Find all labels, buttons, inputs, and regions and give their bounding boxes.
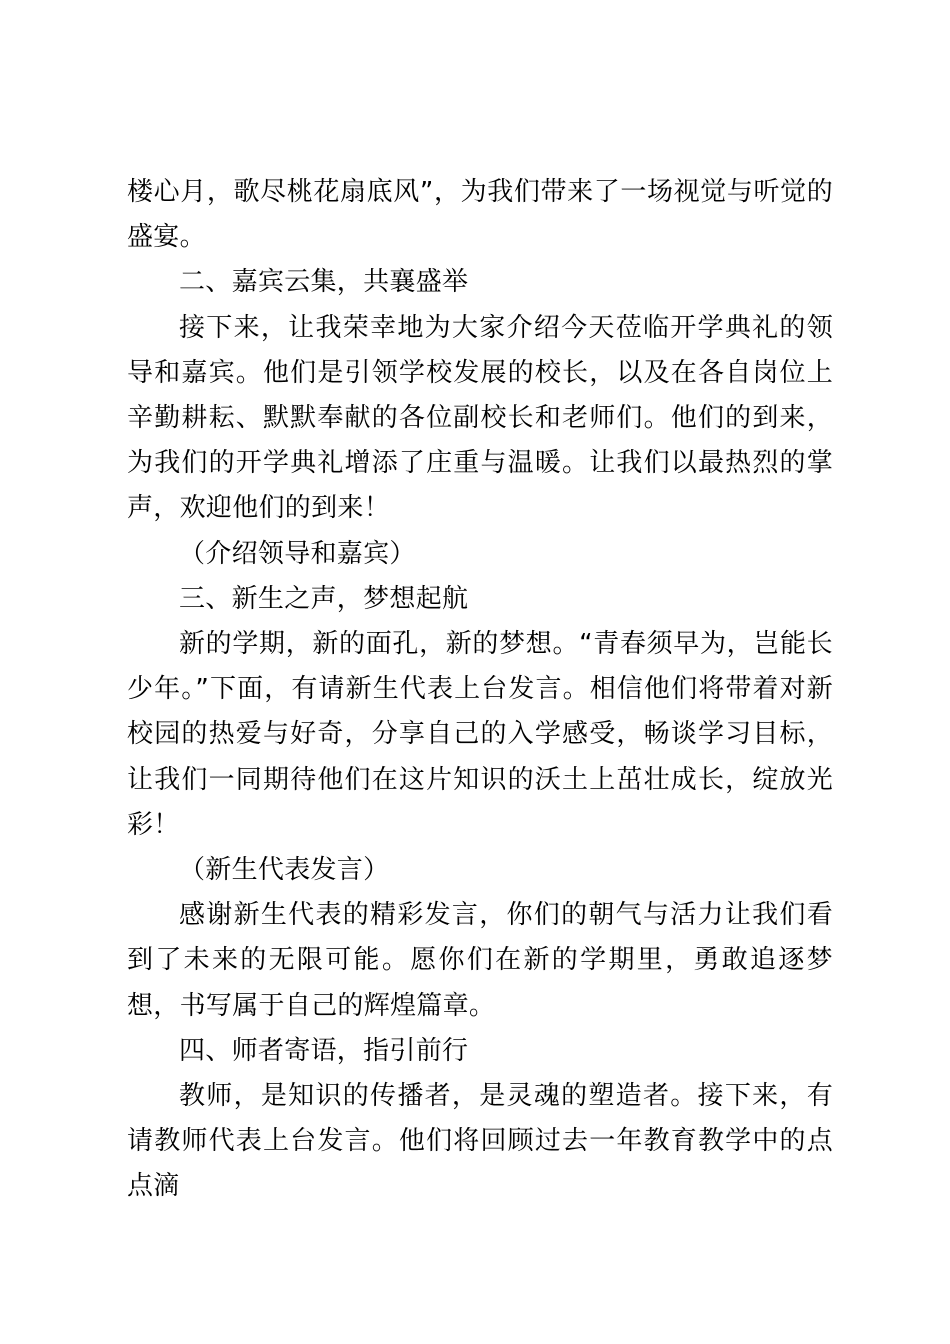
document-body	[127, 170, 833, 1210]
paragraph-new-students: 新的学期，新的面孔，新的梦想。“青春须早为，岂能长少年。”下面，有请新生代表上台发言。相信他们将带着对新校园的热爱与好奇，分享自己的入学感受，畅谈学习目标，让我们一同期待他们在这片知识的沃土上茁壮成长，绽放光彩！	[127, 629, 833, 840]
paragraph-thanks: 感谢新生代表的精彩发言，你们的朝气与活力让我们看到了未来的无限可能。愿你们在新的学期里，勇敢追逐梦想，书写属于自己的辉煌篇章。	[127, 900, 833, 1021]
paragraph-guest-intro: 接下来，让我荣幸地为大家介绍今天莅临开学典礼的领导和嘉宾。他们是引领学校发展的校长，以及在各自岗位上辛勤耕耘、默默奉献的各位副校长和老师们。他们的到来，为我们的开学典礼增添了庄重与温暖。让我们以最热烈的掌声，欢迎他们的到来！	[127, 312, 833, 524]
paragraph-continuation: 楼心月，歌尽桃花扇底风”，为我们带来了一场视觉与听觉的盛宴。	[127, 177, 833, 253]
section-heading-new-students: 三、新生之声，梦想起航	[179, 583, 469, 614]
stage-note-student-speech: （新生代表发言）	[179, 855, 390, 886]
stage-note-guests: （介绍领导和嘉宾）	[179, 538, 416, 569]
section-heading-teachers: 四、师者寄语，指引前行	[179, 1035, 469, 1066]
paragraph-teachers: 教师，是知识的传播者，是灵魂的塑造者。接下来，有请教师代表上台发言。他们将回顾过去一年教育教学中的点点滴	[127, 1081, 833, 1202]
section-heading-guests: 二、嘉宾云集，共襄盛举	[179, 267, 469, 298]
